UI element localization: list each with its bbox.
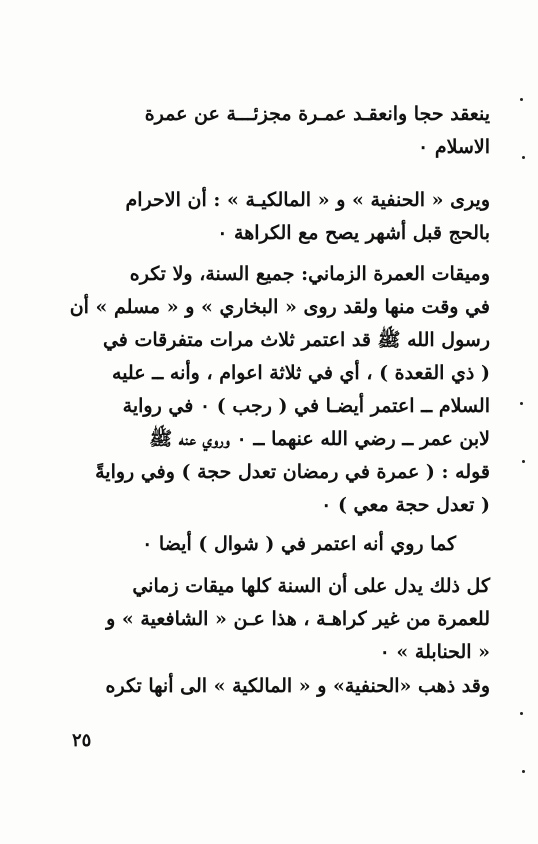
text-line: ( ذي القعدة ) ، أي في ثلاثة اعوام ، وأنه ــ عليه (112, 362, 490, 384)
text-line: كل ذلك يدل على أن السنة كلها ميقات زماني (132, 575, 490, 597)
text-line: بالحج قبل أشهر يصح مع الكراهة ٠ (217, 222, 490, 244)
text-line: ينعقد حجا وانعقـد عمـرة مجزئـــة عن عمرة (144, 103, 490, 125)
text-line: في وقت منها ولقد روى « البخاري » و « مسلم » أن (69, 296, 490, 318)
margin-dot (520, 98, 523, 101)
text-line: رسول الله ﷺ قد اعتمر ثلاث مرات متفرقات في (102, 329, 490, 351)
text-line: كما روي أنه اعتمر في ( شوال ) أيضا ٠ (142, 533, 456, 555)
paragraph-5 (60, 570, 490, 669)
paragraph-4 (96, 528, 456, 561)
text-line: وقد ذهب «الحنفية» و « المالكية » الى أنها تكره (105, 675, 490, 697)
margin-dot (522, 460, 525, 463)
text-line: ( تعدل حجة معي ) ٠ (321, 494, 490, 516)
margin-dot (522, 770, 525, 773)
text-line: « الحنابلة » ٠ (379, 641, 490, 663)
text-line: وميقات العمرة الزماني: جميع السنة، ولا تكره (129, 263, 490, 285)
margin-dot (520, 402, 523, 405)
paragraph-6 (60, 670, 490, 703)
page-number: ٢٥ (72, 730, 92, 751)
text-line: للعمرة من غير كراهـة ، هذا عـن « الشافعية » و (106, 608, 490, 630)
paragraph-2 (60, 184, 490, 250)
text-line: لابن عمر ــ رضي الله عنهما ــ ٠ وروي عنه ﷺ (149, 428, 490, 450)
text-line: السلام ــ اعتمر أيضـا في ( رجب ) ٠ في رواية (122, 395, 490, 417)
text-line: ويرى « الحنفية » و « المالكيـة » : أن الاحرام (125, 189, 490, 211)
text-line: قوله : ( عمرة في رمضان تعدل حجة ) وفي روايةً (95, 461, 490, 483)
margin-dot (520, 712, 523, 715)
paragraph-1 (60, 98, 490, 164)
margin-dot (522, 156, 525, 159)
text-line: الاسلام ٠ (418, 136, 490, 158)
paragraph-3 (60, 258, 490, 522)
